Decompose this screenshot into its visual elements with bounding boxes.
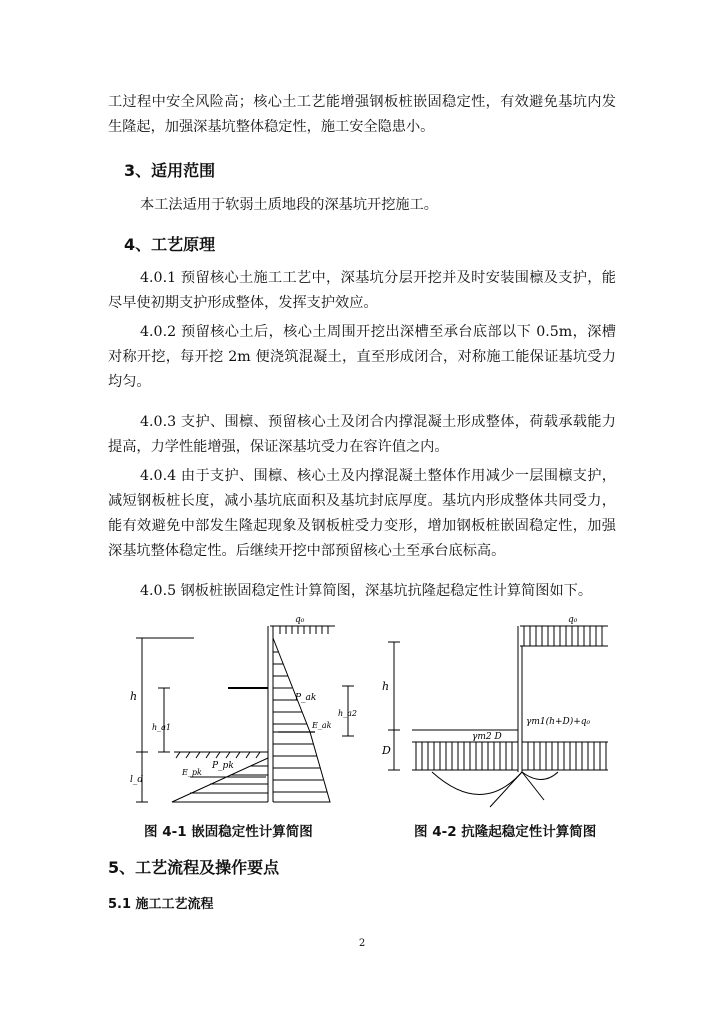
figure-4-1-caption: 图 4-1 嵌固稳定性计算简图	[144, 824, 313, 840]
fig1-ha1-label: h_a1	[152, 723, 172, 732]
fig1-ld-label: l_d	[130, 775, 144, 785]
fig1-h-label: h	[130, 690, 138, 703]
item-4-0-2: 4.0.2 预留核心土后，核心土周围开挖出深槽至承台底部以下 0.5m，深槽对称开挖，每开挖 2m 便浇筑混凝土，直至形成闭合，对称施工能保证基坑受力均匀。	[108, 324, 616, 390]
fig1-q0-label: q₀	[295, 615, 305, 625]
section-3-heading: 3、适用范围	[124, 161, 216, 180]
intro-paragraph: 工过程中安全风险高；核心土工艺能增强钢板桩嵌固稳定性，有效避免基坑内发生隆起，加强深基坑整体稳定性，施工安全隐患小。	[108, 94, 616, 135]
fig2-h-label: h	[382, 680, 390, 693]
fig2-gamma-m1-label: γm1(h+D)+q₀	[526, 717, 591, 727]
section-5-1-heading: 5.1 施工工艺流程	[108, 897, 214, 912]
fig1-ha2-label: h_a2	[338, 709, 358, 718]
section-3-text: 本工法适用于软弱土质地段的深基坑开挖施工。	[140, 197, 438, 213]
item-4-0-3: 4.0.3 支护、围檩、预留核心土及闭合内撑混凝土形成整体，荷载承载能力提高，力学性能增强，保证深基坑受力在容许值之内。	[108, 414, 616, 455]
section-5-heading: 5、工艺流程及操作要点	[108, 858, 280, 877]
fig1-eak-label: E_ak	[312, 721, 332, 730]
item-4-0-1: 4.0.1 预留核心土施工工艺中，深基坑分层开挖并及时安装围檩及支护，能尽早使初期支护形成整体，发挥支护效应。	[108, 270, 616, 311]
figure-4-2-caption: 图 4-2 抗隆起稳定性计算简图	[414, 824, 597, 840]
fig1-epk-label: E_pk	[182, 768, 202, 777]
fig2-q0-label: q₀	[568, 615, 578, 625]
fig1-ppk-label: P_pk	[212, 761, 234, 771]
fig2-gamma-m2-label: γm2 D	[472, 732, 502, 742]
page-number: 2	[358, 938, 366, 949]
item-4-0-5: 4.0.5 钢板桩嵌固稳定性计算简图，深基坑抗隆起稳定性计算简图如下。	[140, 583, 593, 599]
fig2-d-label: D	[382, 744, 391, 757]
item-4-0-4: 4.0.4 由于支护、围檩、核心土及内撑混凝土整体作用减少一层围檩支护，减短钢板桩长度，减小基坑底面积及基坑封底厚度。基坑内形成整体共同受力，能有效避免中部发生隆起现象及钢板桩受力变形，增加钢板桩嵌固稳定性，加强深基坑整体稳定性。后继续开挖中部预留核心土至承台底标高。	[108, 468, 616, 559]
figure-4-2-diagram	[372, 612, 622, 812]
figure-4-1-diagram	[120, 612, 360, 812]
section-4-heading: 4、工艺原理	[124, 235, 216, 254]
fig1-pak-label: P_ak	[295, 693, 317, 703]
